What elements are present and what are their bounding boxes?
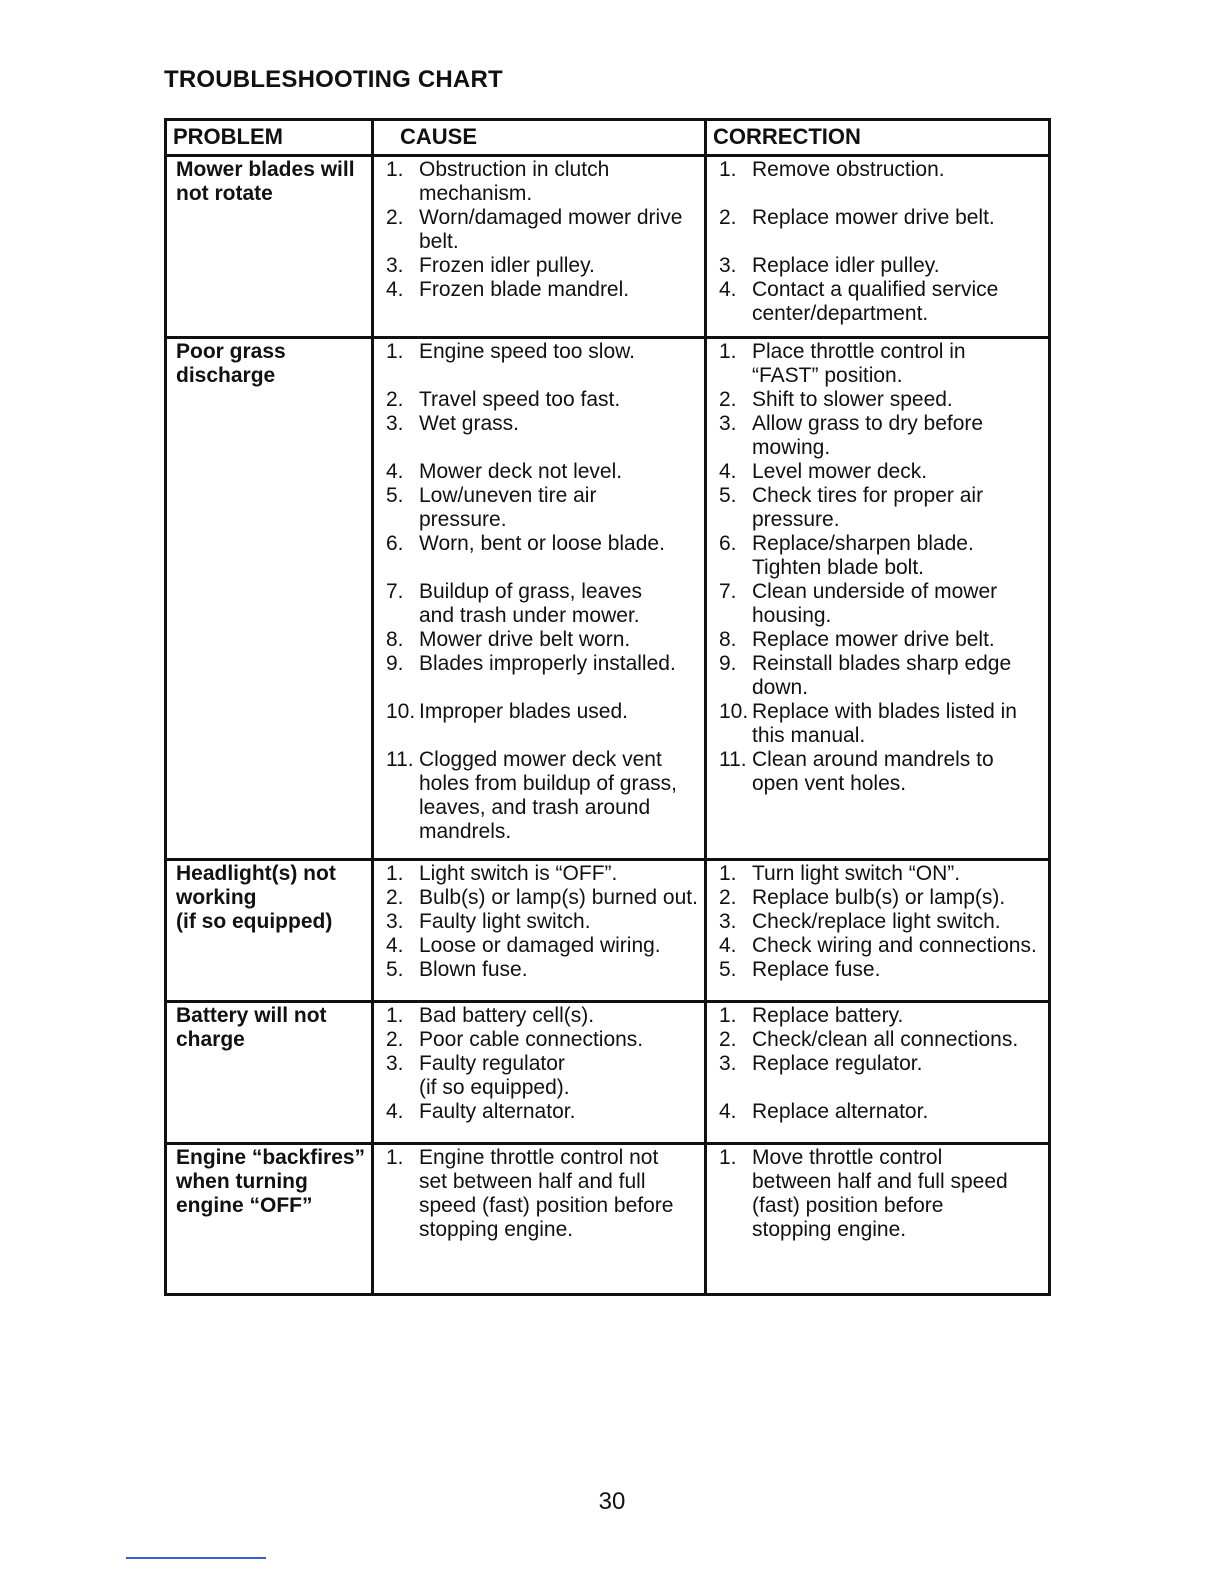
problem-line: Mower blades will [176,158,355,181]
item-number: 10. [386,700,416,723]
cause-line [374,748,704,772]
correction-line [707,1028,1048,1052]
item-number: 1. [719,1004,737,1027]
item-number: 1. [719,1146,737,1169]
correction-line [707,958,1048,982]
correction-line [707,460,1048,484]
item-text: Frozen blade mandrel. [419,278,630,301]
item-text: Reinstall blades sharp edge [752,652,1012,675]
item-text: Replace idler pulley. [752,254,940,277]
cause-line [374,412,704,436]
correction-line [707,508,1048,532]
cause-line [374,676,704,700]
correction-line [707,1100,1048,1124]
item-text [419,724,425,747]
correction-line [707,484,1048,508]
item-text: open vent holes. [752,772,907,795]
item-text: pressure. [752,508,840,531]
header-correction: CORRECTION [706,120,1050,156]
item-number: 2. [386,388,404,411]
item-text: Engine speed too slow. [419,340,635,363]
cause-line [374,886,704,910]
item-text: Shift to slower speed. [752,388,953,411]
cause-line [374,1052,704,1076]
item-text: Improper blades used. [419,700,628,723]
item-number: 2. [386,1028,404,1051]
item-text: Buildup of grass, leaves [419,580,642,603]
correction-cell [706,860,1050,1002]
item-number: 2. [719,886,737,909]
correction-line [707,278,1048,302]
item-number: 7. [719,580,737,603]
item-text: Clean underside of mower [752,580,998,603]
correction-cell [706,338,1050,860]
item-text: Allow grass to dry before [752,412,984,435]
item-number: 8. [386,628,404,651]
item-text: Travel speed too fast. [419,388,621,411]
item-number: 4. [386,278,404,301]
item-number: 4. [386,1100,404,1123]
table-row [166,1144,1050,1295]
item-text: (if so equipped). [419,1076,570,1099]
correction-line [707,1076,1048,1100]
item-text: Check tires for proper air [752,484,984,507]
cause-line [374,700,704,724]
item-number: 1. [386,340,404,363]
cause-line [374,532,704,556]
cause-line [374,1170,704,1194]
item-number: 4. [719,460,737,483]
item-number: 1. [719,158,737,181]
item-number: 3. [386,412,404,435]
item-number: 9. [719,652,737,675]
item-number: 6. [386,532,404,555]
item-text: Light switch is “OFF”. [419,862,618,885]
cause-line [374,604,704,628]
item-text [419,364,425,387]
item-text [752,182,758,205]
correction-line [707,580,1048,604]
item-text: (fast) position before [752,1194,944,1217]
table-row [166,338,1050,860]
item-text: Engine throttle control not [419,1146,659,1169]
cause-line [374,1100,704,1124]
correction-cell [706,1144,1050,1295]
cause-line [374,796,704,820]
item-text: Bulb(s) or lamp(s) burned out. [419,886,698,909]
correction-line [707,532,1048,556]
item-text [752,1076,758,1099]
item-number: 3. [719,254,737,277]
correction-line [707,158,1048,182]
item-text: Replace regulator. [752,1052,923,1075]
correction-line [707,886,1048,910]
item-text: stopping engine. [419,1218,574,1241]
item-text: down. [752,676,809,699]
cause-cell [373,338,706,860]
item-number: 3. [386,1052,404,1075]
cause-line [374,934,704,958]
item-number: 5. [719,484,737,507]
item-number: 11. [386,748,414,771]
item-text [419,436,425,459]
correction-line [707,254,1048,278]
item-number: 3. [386,910,404,933]
item-text: Check/clean all connections. [752,1028,1019,1051]
item-number: 3. [719,910,737,933]
item-text: mowing. [752,436,831,459]
item-number: 2. [386,886,404,909]
item-number: 2. [719,1028,737,1051]
problem-cell [166,860,373,1002]
item-text: Blades improperly installed. [419,652,676,675]
item-text: Turn light switch “ON”. [752,862,961,885]
header-problem: PROBLEM [166,120,373,156]
item-text: Clean around mandrels to [752,748,994,771]
item-text: mechanism. [419,182,533,205]
problem-cell [166,1144,373,1295]
item-number: 10. [719,700,749,723]
item-text: Wet grass. [419,412,519,435]
correction-line [707,364,1048,388]
item-text: housing. [752,604,832,627]
correction-line [707,1052,1048,1076]
item-text: Remove obstruction. [752,158,945,181]
problem-line: (if so equipped) [176,910,333,933]
correction-line [707,1170,1048,1194]
item-text: Contact a qualified service [752,278,999,301]
correction-line [707,388,1048,412]
problem-cell [166,338,373,860]
item-number: 1. [386,862,404,885]
item-number: 9. [386,652,404,675]
item-number: 1. [719,340,737,363]
item-text: Faulty light switch. [419,910,591,933]
cause-line [374,254,704,278]
item-text: Replace alternator. [752,1100,929,1123]
correction-line [707,206,1048,230]
cause-line [374,820,704,844]
cause-cell [373,860,706,1002]
item-text [752,230,758,253]
cause-line [374,364,704,388]
cause-line [374,1146,704,1170]
item-number: 2. [719,206,737,229]
item-text: Replace with blades listed in [752,700,1017,723]
item-text: Worn/damaged mower drive [419,206,683,229]
correction-line [707,934,1048,958]
problem-line: Battery will not [176,1004,327,1027]
item-text: “FAST” position. [752,364,903,387]
cause-line [374,278,704,302]
cause-line [374,862,704,886]
correction-line [707,182,1048,206]
cause-line [374,206,704,230]
cause-cell [373,1002,706,1144]
item-text: and trash under mower. [419,604,640,627]
cause-line [374,508,704,532]
problem-line: Headlight(s) not [176,862,336,885]
correction-line [707,1004,1048,1028]
item-number: 4. [719,934,737,957]
item-text: Move throttle control [752,1146,943,1169]
problem-line: engine “OFF” [176,1194,313,1217]
item-text: Obstruction in clutch [419,158,610,181]
item-number: 7. [386,580,404,603]
item-text: Bad battery cell(s). [419,1004,595,1027]
item-text: this manual. [752,724,866,747]
cause-line [374,580,704,604]
item-text: Replace/sharpen blade. [752,532,974,555]
item-text: Replace mower drive belt. [752,206,995,229]
cause-line [374,436,704,460]
problem-line: not rotate [176,182,273,205]
correction-line [707,556,1048,580]
correction-line [707,862,1048,886]
item-text: Replace mower drive belt. [752,628,995,651]
item-text [419,676,425,699]
item-text: Faulty alternator. [419,1100,576,1123]
table-row [166,1002,1050,1144]
page-number: 30 [598,1488,626,1515]
cause-line [374,388,704,412]
cause-line [374,652,704,676]
item-number: 3. [719,412,737,435]
item-text: Level mower deck. [752,460,928,483]
item-number: 4. [719,1100,737,1123]
problem-cell [166,156,373,338]
cause-cell [373,156,706,338]
correction-line [707,772,1048,796]
item-number: 8. [719,628,737,651]
item-number: 4. [386,934,404,957]
item-text: Frozen idler pulley. [419,254,595,277]
problem-line: Poor grass [176,340,286,363]
cause-line [374,1004,704,1028]
item-number: 6. [719,532,737,555]
item-text: Faulty regulator [419,1052,565,1075]
item-number: 4. [719,278,737,301]
item-text: Loose or damaged wiring. [419,934,661,957]
correction-line [707,436,1048,460]
problem-cell [166,1002,373,1144]
problem-line: when turning [176,1170,308,1193]
correction-line [707,340,1048,364]
cause-line [374,182,704,206]
item-text: between half and full speed [752,1170,1008,1193]
item-text: Replace battery. [752,1004,904,1027]
item-text: holes from buildup of grass, [419,772,677,795]
correction-line [707,1146,1048,1170]
item-text: Replace bulb(s) or lamp(s). [752,886,1006,909]
item-number: 1. [386,158,404,181]
table-row [166,860,1050,1002]
correction-line [707,412,1048,436]
cause-line [374,230,704,254]
correction-line [707,700,1048,724]
item-number: 5. [386,484,404,507]
cause-line [374,158,704,182]
item-text: Worn, bent or loose blade. [419,532,665,555]
problem-line: working [176,886,257,909]
item-text: Place throttle control in [752,340,966,363]
item-text: Mower drive belt worn. [419,628,631,651]
item-text: belt. [419,230,459,253]
item-number: 3. [719,1052,737,1075]
item-text: speed (fast) position before [419,1194,674,1217]
item-number: 11. [719,748,747,771]
item-text: center/department. [752,302,929,325]
item-number: 5. [386,958,404,981]
item-text: Mower deck not level. [419,460,623,483]
correction-line [707,1218,1048,1242]
correction-line [707,748,1048,772]
cause-line [374,628,704,652]
problem-line: Engine “backfires” [176,1146,366,1169]
cause-line [374,484,704,508]
correction-line [707,230,1048,254]
cause-line [374,460,704,484]
item-text: mandrels. [419,820,512,843]
correction-line [707,652,1048,676]
page-title: TROUBLESHOOTING CHART [164,66,503,93]
cause-line [374,772,704,796]
cause-line [374,1194,704,1218]
correction-cell [706,1002,1050,1144]
cause-line [374,724,704,748]
item-text: Replace fuse. [752,958,881,981]
cause-line [374,1076,704,1100]
item-number: 5. [719,958,737,981]
item-text: Low/uneven tire air [419,484,597,507]
correction-line [707,302,1048,326]
item-text: Check/replace light switch. [752,910,1001,933]
problem-line: charge [176,1028,245,1051]
correction-cell [706,156,1050,338]
header-cause: CAUSE [373,120,706,156]
cause-cell [373,1144,706,1295]
correction-line [707,724,1048,748]
item-text: Blown fuse. [419,958,528,981]
item-text: Check wiring and connections. [752,934,1037,957]
troubleshooting-table [164,118,1051,1296]
cause-line [374,1028,704,1052]
item-text: stopping engine. [752,1218,907,1241]
footer-rule [126,1557,266,1559]
correction-line [707,1194,1048,1218]
item-number: 1. [386,1146,404,1169]
correction-line [707,628,1048,652]
cause-line [374,556,704,580]
item-number: 3. [386,254,404,277]
problem-line: discharge [176,364,276,387]
item-text: Poor cable connections. [419,1028,644,1051]
correction-line [707,910,1048,934]
item-text: leaves, and trash around [419,796,651,819]
cause-line [374,910,704,934]
item-text [419,556,425,579]
table-header-row [166,120,1050,156]
correction-line [707,604,1048,628]
table-row [166,156,1050,338]
cause-line [374,958,704,982]
item-number: 4. [386,460,404,483]
item-text: set between half and full [419,1170,646,1193]
cause-line [374,1218,704,1242]
item-number: 1. [719,862,737,885]
item-number: 2. [719,388,737,411]
item-text: pressure. [419,508,507,531]
item-number: 2. [386,206,404,229]
item-number: 1. [386,1004,404,1027]
item-text: Tighten blade bolt. [752,556,925,579]
item-text: Clogged mower deck vent [419,748,662,771]
cause-line [374,340,704,364]
correction-line [707,676,1048,700]
